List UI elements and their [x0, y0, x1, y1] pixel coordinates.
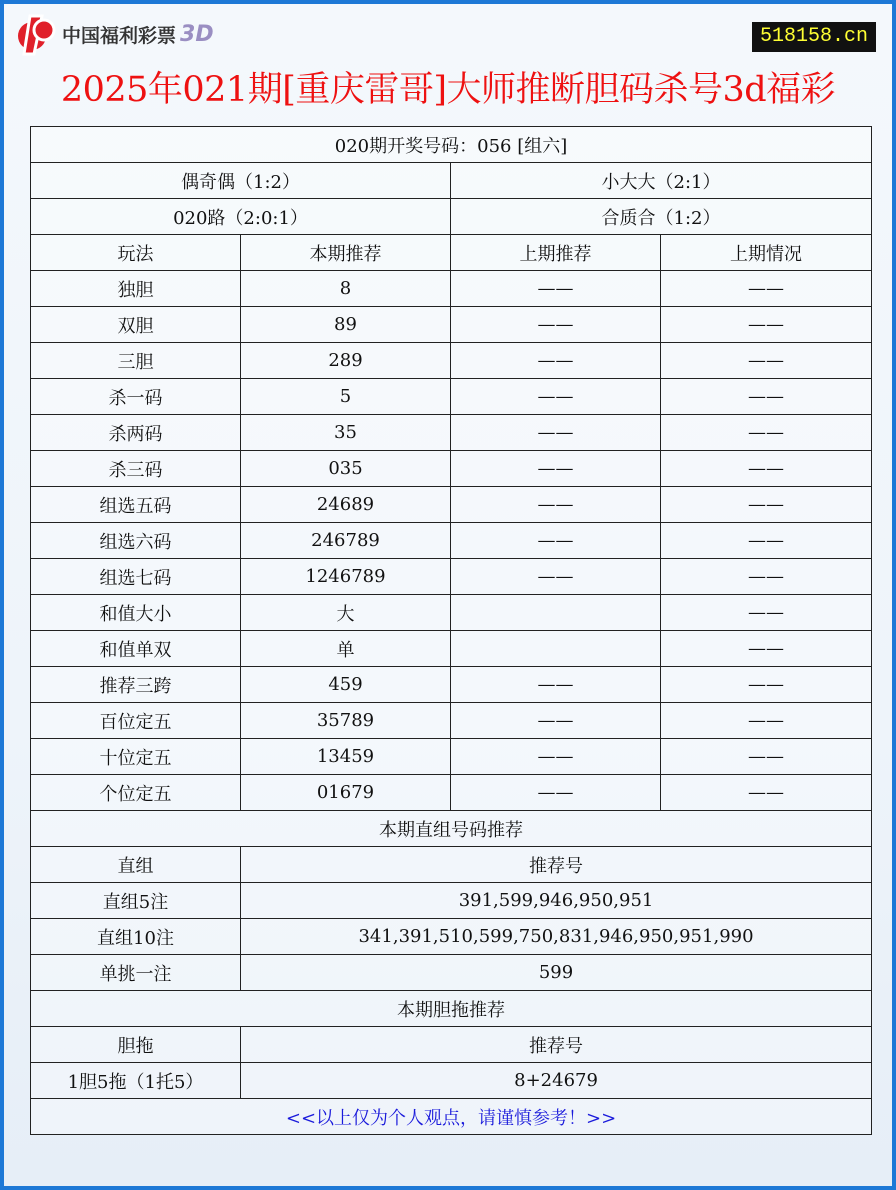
col-header: 上期推荐 [451, 235, 661, 271]
dantuo-col1: 胆拖 [31, 1027, 241, 1063]
col-header: 玩法 [31, 235, 241, 271]
cell-cur: 大 [241, 595, 451, 631]
cell-cur: 5 [241, 379, 451, 415]
cell-name: 和值大小 [31, 595, 241, 631]
cell-cur: 246789 [241, 523, 451, 559]
column-headers [31, 235, 872, 271]
col-header: 本期推荐 [241, 235, 451, 271]
cell-cur: 单 [241, 631, 451, 667]
cell-cur: 289 [241, 343, 451, 379]
cell-prev: —— [451, 451, 661, 487]
table-row [31, 883, 872, 919]
table-row [31, 487, 872, 523]
logo [12, 12, 214, 56]
table-row [31, 667, 872, 703]
table-row [31, 343, 872, 379]
table-row [31, 631, 872, 667]
col-header: 上期情况 [661, 235, 872, 271]
route: 020路（2:0:1） [31, 199, 451, 235]
table-row [31, 379, 872, 415]
table-row [31, 703, 872, 739]
cell-name: 组选六码 [31, 523, 241, 559]
cell-prev: —— [451, 343, 661, 379]
cell-prev: —— [451, 523, 661, 559]
cell-prev: —— [451, 307, 661, 343]
cell-result: —— [661, 271, 872, 307]
cell-result: —— [661, 559, 872, 595]
direct-value: 391,599,946,950,951 [241, 883, 872, 919]
cell-result: —— [661, 703, 872, 739]
cell-cur: 35789 [241, 703, 451, 739]
table-row [31, 775, 872, 811]
cell-name: 百位定五 [31, 703, 241, 739]
cell-result: —— [661, 667, 872, 703]
table-row [31, 271, 872, 307]
table-row [31, 559, 872, 595]
cell-name: 双胆 [31, 307, 241, 343]
cell-name: 三胆 [31, 343, 241, 379]
logo-text: 中国福利彩票 [62, 24, 177, 47]
cell-result: —— [661, 379, 872, 415]
direct-name: 单挑一注 [31, 955, 241, 991]
size: 小大大（2:1） [451, 163, 872, 199]
table-row [31, 415, 872, 451]
table-row [31, 1063, 872, 1099]
cell-name: 和值单双 [31, 631, 241, 667]
logo-3d: 3D [180, 21, 214, 47]
site-badge: 518158.cn [752, 22, 876, 52]
cell-name: 独胆 [31, 271, 241, 307]
cell-cur: 13459 [241, 739, 451, 775]
dantuo-title: 本期胆拖推荐 [31, 991, 872, 1027]
cell-result: —— [661, 451, 872, 487]
table-row [31, 739, 872, 775]
cell-cur: 8 [241, 271, 451, 307]
table-row [31, 451, 872, 487]
table-row [31, 307, 872, 343]
direct-name: 直组5注 [31, 883, 241, 919]
cell-prev: —— [451, 415, 661, 451]
cell-prev: —— [451, 667, 661, 703]
cell-cur: 01679 [241, 775, 451, 811]
cell-prev: —— [451, 379, 661, 415]
cell-name: 杀一码 [31, 379, 241, 415]
cell-name: 杀两码 [31, 415, 241, 451]
direct-value: 599 [241, 955, 872, 991]
disclaimer: <<以上仅为个人观点，请谨慎参考！>> [31, 1099, 872, 1135]
cell-result: —— [661, 487, 872, 523]
cell-name: 个位定五 [31, 775, 241, 811]
cell-prev: —— [451, 559, 661, 595]
lottery-logo-icon [12, 12, 58, 56]
cell-name: 组选五码 [31, 487, 241, 523]
cell-result: —— [661, 415, 872, 451]
prediction-table [30, 126, 872, 1135]
table-row [31, 523, 872, 559]
cell-prev: —— [451, 487, 661, 523]
cell-prev [451, 631, 661, 667]
cell-cur: 035 [241, 451, 451, 487]
cell-result: —— [661, 631, 872, 667]
cell-result: —— [661, 523, 872, 559]
cell-cur: 459 [241, 667, 451, 703]
cell-result: —— [661, 595, 872, 631]
prime: 合质合（1:2） [451, 199, 872, 235]
cell-prev [451, 595, 661, 631]
cell-name: 组选七码 [31, 559, 241, 595]
direct-title: 本期直组号码推荐 [31, 811, 872, 847]
cell-result: —— [661, 739, 872, 775]
cell-result: —— [661, 307, 872, 343]
dantuo-name: 1胆5拖（1托5） [31, 1063, 241, 1099]
cell-prev: —— [451, 775, 661, 811]
dantuo-value: 8+24679 [241, 1063, 872, 1099]
cell-name: 推荐三跨 [31, 667, 241, 703]
draw-result: 020期开奖号码：056 [组六] [31, 127, 872, 163]
direct-col1: 直组 [31, 847, 241, 883]
dantuo-col2: 推荐号 [241, 1027, 872, 1063]
cell-result: —— [661, 343, 872, 379]
cell-cur: 24689 [241, 487, 451, 523]
cell-name: 十位定五 [31, 739, 241, 775]
cell-cur: 35 [241, 415, 451, 451]
cell-prev: —— [451, 703, 661, 739]
table-row [31, 595, 872, 631]
cell-result: —— [661, 775, 872, 811]
cell-prev: —— [451, 271, 661, 307]
parity: 偶奇偶（1:2） [31, 163, 451, 199]
direct-col2: 推荐号 [241, 847, 872, 883]
cell-cur: 89 [241, 307, 451, 343]
direct-value: 341,391,510,599,750,831,946,950,951,990 [241, 919, 872, 955]
cell-cur: 1246789 [241, 559, 451, 595]
cell-prev: —— [451, 739, 661, 775]
table-row [31, 955, 872, 991]
cell-name: 杀三码 [31, 451, 241, 487]
table-row [31, 919, 872, 955]
direct-name: 直组10注 [31, 919, 241, 955]
page-title: 2025年021期[重庆雷哥]大师推断胆码杀号3d福彩 [60, 70, 836, 110]
